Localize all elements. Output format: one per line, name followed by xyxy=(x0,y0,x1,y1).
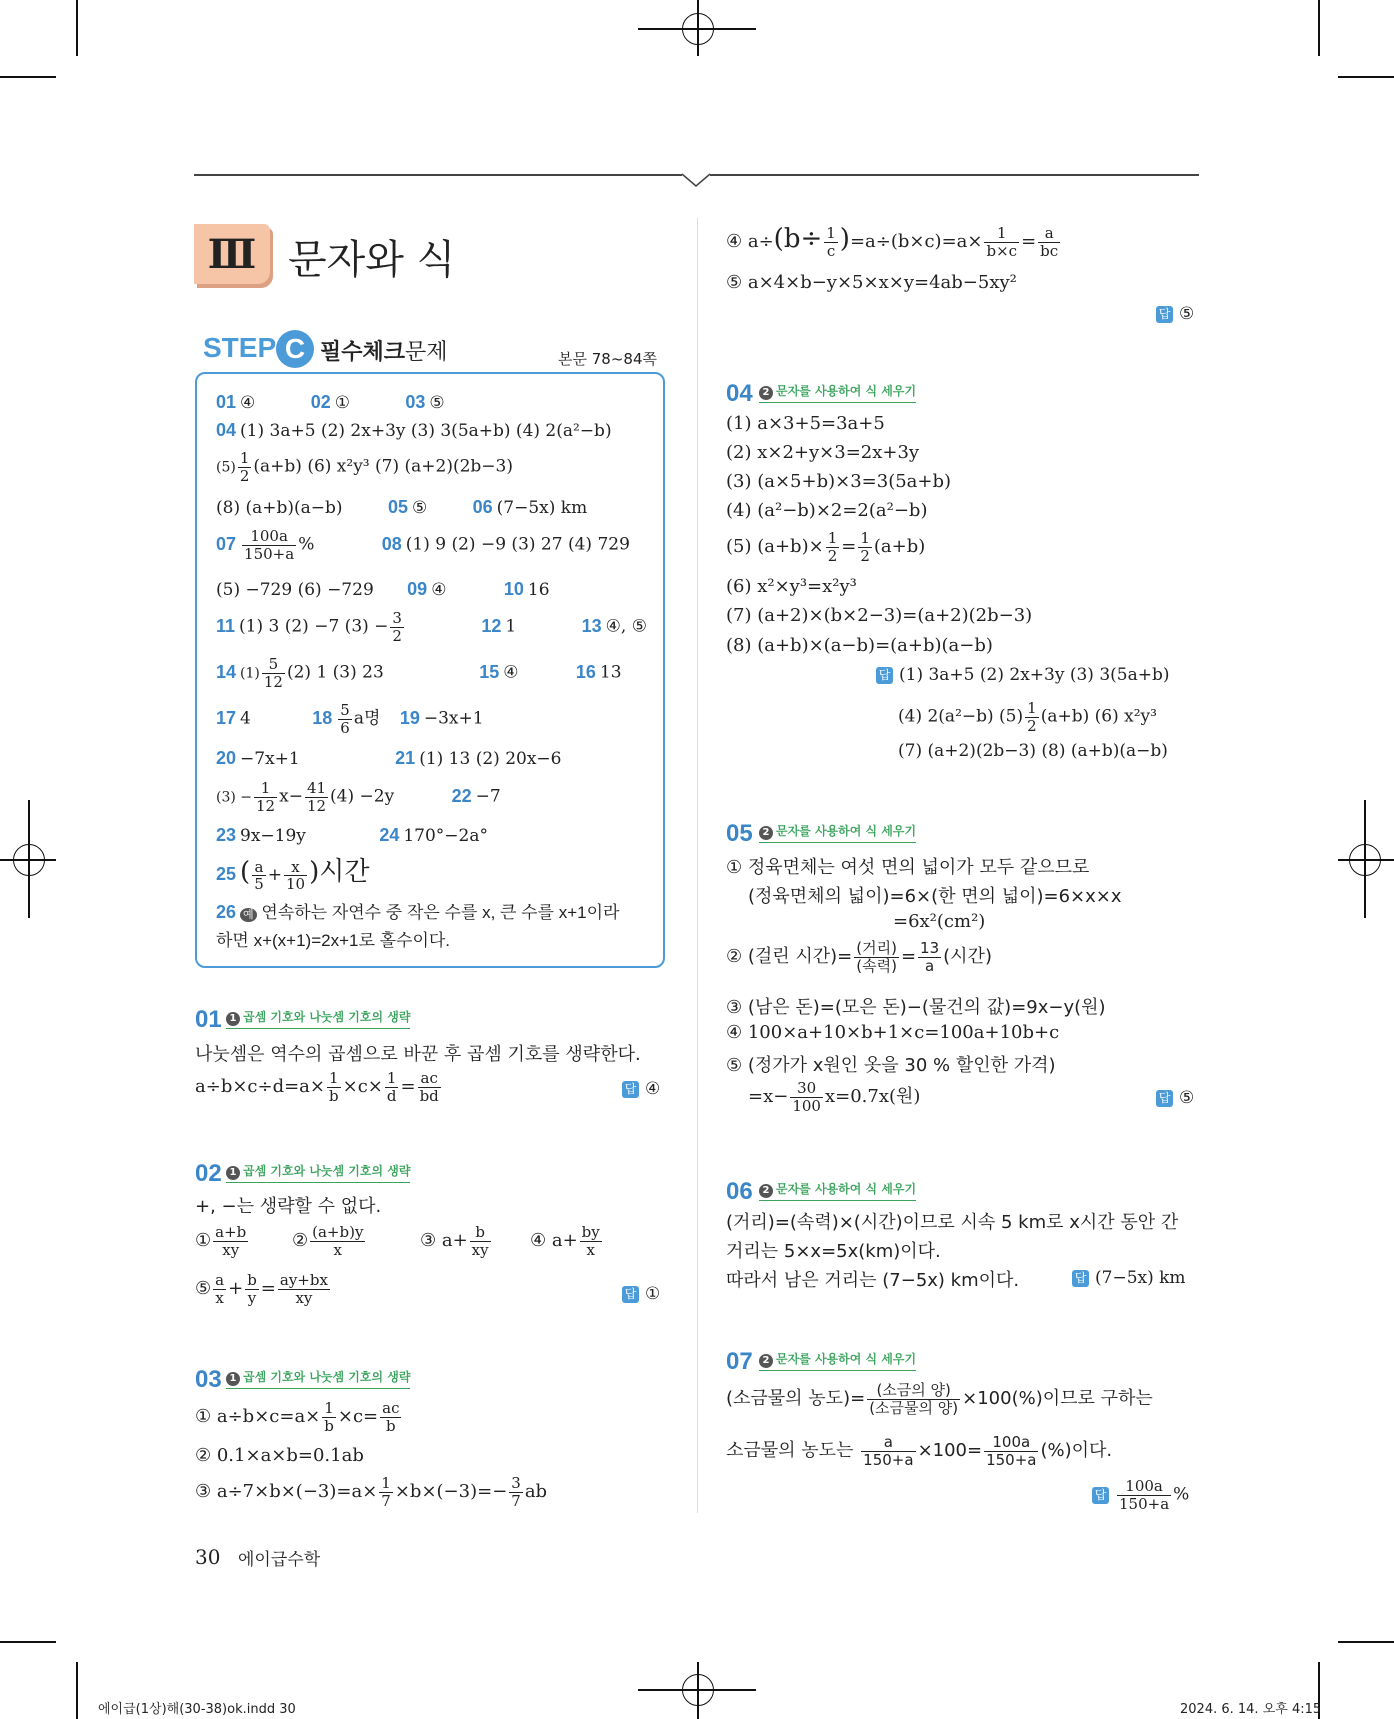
header-notch xyxy=(680,172,712,188)
solution-text: ② (걸린 시간)= $\frac{\text{(거리)}}{\text{(속력)}}$ = $\frac{13}{a}$ (시간) xyxy=(726,939,992,975)
solution-text: (정육면체의 넓이)=6×(한 면의 넓이)=6×x×x xyxy=(748,886,1122,907)
header-rule xyxy=(194,174,682,176)
option-2: ② $\frac{(a+b)y}{x}$ xyxy=(292,1223,364,1259)
answer-key-line: 07 $\frac{100a}{150+a}$ % 08 (1) 9 (2) −9 (3) 27 (4) 729 xyxy=(216,527,630,563)
registration-circle xyxy=(13,844,45,876)
registration-circle xyxy=(682,1674,714,1706)
solution-math: (7) (a+2)×(b×2−3)=(a+2)(2b−3) xyxy=(726,605,1033,626)
registration-circle xyxy=(682,13,714,45)
concept-tag: 2 문자를 사용하여 식 세우기 xyxy=(759,1350,916,1371)
solution-math: (4) (a²−b)×2=2(a²−b) xyxy=(726,500,928,521)
solution-math: ⑤ a×4×b−y×5×x×y=4ab−5xy² xyxy=(726,272,1017,293)
answer: 답 ① xyxy=(622,1284,660,1304)
answer-key-line: 23 9x−19y 24 170°−2a° xyxy=(216,825,489,846)
crop-mark xyxy=(0,76,56,78)
solution-math: ④ 100×a+10×b+1×c=100a+10b+c xyxy=(726,1022,1060,1043)
solution-text: ③ (남은 돈)=(모은 돈)−(물건의 값)=9x−y(원) xyxy=(726,997,1106,1018)
solution-math: (1) a×3+5=3a+5 xyxy=(726,413,885,434)
problem-number: 06 xyxy=(726,1178,753,1205)
answer: 답 (1) 3a+5 (2) 2x+3y (3) 3(5a+b) xyxy=(876,665,1170,685)
header-rule xyxy=(710,174,1199,176)
solution-text: 소금물의 농도는 $\frac{a}{150+a}$ ×100= $\frac{100a}{150+a}$ (%)이다. xyxy=(726,1433,1113,1469)
option-5: ⑤ $\frac{a}{x}$ + $\frac{b}{y}$ = $\frac{ay+bx}{xy}$ xyxy=(195,1271,328,1307)
concept-tag: 1 곱셈 기호와 나눗셈 기호의 생략 xyxy=(226,1162,410,1183)
step-name: 필수체크문제 xyxy=(320,340,448,365)
solution-text: (소금물의 농도)= $\frac{\text{(소금의 양)}}{\text{(소금물의 양)}}$ ×100(%)이므로 구하는 xyxy=(726,1381,1153,1417)
option-3: ③ a+ $\frac{b}{xy}$ xyxy=(420,1223,489,1259)
answer: 답 (7−5x) km xyxy=(1072,1268,1186,1288)
crop-mark xyxy=(1338,1641,1394,1643)
solution-text: 거리는 5×x=5x(km)이다. xyxy=(726,1241,941,1262)
answer: 답 ④ xyxy=(622,1079,660,1099)
solution-math: (5) (a+b)× $\frac{1}{2}$ = $\frac{1}{2}$ (a+b) xyxy=(726,529,926,565)
solution-text: +, −는 생략할 수 없다. xyxy=(195,1196,382,1217)
problem-number: 04 xyxy=(726,380,753,407)
answer: 답 $\frac{100a}{150+a}$ % xyxy=(1092,1478,1189,1512)
crop-mark xyxy=(76,0,78,56)
answer: 답 ⑤ xyxy=(1156,1088,1194,1108)
answer: 답 ⑤ xyxy=(1156,304,1194,324)
step-letter-badge: C xyxy=(276,330,314,368)
page-reference: 본문 78~84쪽 xyxy=(558,350,657,368)
solution-math: ④ a÷(b÷ $\frac{1}{c}$ )=a÷(b×c)=a× $\frac{1}{b\times c}$ = $\frac{a}{bc}$ xyxy=(726,224,1059,260)
page-number: 30 xyxy=(195,1545,221,1569)
concept-tag: 2 문자를 사용하여 식 세우기 xyxy=(759,822,916,843)
concept-tag: 2 문자를 사용하여 식 세우기 xyxy=(759,382,916,403)
chapter-title: 문자와 식 xyxy=(288,237,456,283)
answer: (4) 2(a²−b) (5) $\frac{1}{2}$ (a+b) (6) x²y³ xyxy=(898,699,1157,735)
answer-key-line: 14 (1) $\frac{5}{12}$ (2) 1 (3) 23 15 ④ 16 13 xyxy=(216,655,622,691)
book-title: 에이급수학 xyxy=(238,1550,321,1570)
problem-number: 05 xyxy=(726,820,753,847)
crop-mark xyxy=(1338,76,1394,78)
problem-number: 01 xyxy=(195,1006,222,1033)
answer-key-line: (8) (a+b)(a−b) 05 ⑤ 06 (7−5x) km xyxy=(216,497,588,518)
solution-text: 나눗셈은 역수의 곱셈으로 바꾼 후 곱셈 기호를 생략한다. xyxy=(195,1044,641,1065)
answer-key-line: 20 −7x+1 21 (1) 13 (2) 20x−6 xyxy=(216,748,562,769)
crop-mark xyxy=(76,1662,78,1719)
print-slug-date: 2024. 6. 14. 오후 4:15 xyxy=(1180,1702,1322,1717)
answer-key-line: 25 ( $\frac{a}{5}$ + $\frac{x}{10}$ )시간 xyxy=(216,857,370,893)
solution-math: (6) x²×y³=x²y³ xyxy=(726,576,857,597)
problem-number: 07 xyxy=(726,1348,753,1375)
solution-math: ② 0.1×a×b=0.1ab xyxy=(195,1445,364,1466)
registration-circle xyxy=(1349,844,1381,876)
option-1: ① $\frac{a+b}{xy}$ xyxy=(195,1223,247,1259)
answer-key-line: 11 (1) 3 (2) −7 (3) − $\frac{3}{2}$ 12 1 13 ④, ⑤ xyxy=(216,609,647,645)
step-label: STEP xyxy=(203,332,277,363)
answer-key-line: (5) $\frac{1}{2}$ (a+b) (6) x²y³ (7) (a+2)(2b−3) xyxy=(216,449,513,485)
answer-key-line: 01 ④ 02 ① 03 ⑤ xyxy=(216,392,445,413)
answer-key-line: (3) − $\frac{1}{12}$ x− $\frac{41}{12}$ (4) −2y 22 −7 xyxy=(216,779,501,815)
chapter-numeral: Ⅲ xyxy=(194,224,270,284)
solution-math: =6x²(cm²) xyxy=(893,911,986,932)
solution-math: =x− $\frac{30}{100}$ x=0.7x(원) xyxy=(748,1079,921,1115)
column-divider xyxy=(697,218,698,1513)
concept-tag: 2 문자를 사용하여 식 세우기 xyxy=(759,1180,916,1201)
answer-key-line: 하면 x+(x+1)=2x+1로 홀수이다. xyxy=(216,931,451,950)
solution-math: (8) (a+b)×(a−b)=(a+b)(a−b) xyxy=(726,635,993,656)
concept-tag: 1 곱셈 기호와 나눗셈 기호의 생략 xyxy=(226,1008,410,1029)
solution-text: 따라서 남은 거리는 (7−5x) km이다. xyxy=(726,1270,1020,1291)
concept-tag: 1 곱셈 기호와 나눗셈 기호의 생략 xyxy=(226,1368,410,1389)
answer-key-line: 17 4 18 $\frac{5}{6}$ a명 19 −3x+1 xyxy=(216,701,484,737)
solution-math: (2) x×2+y×3=2x+3y xyxy=(726,442,920,463)
answer: (7) (a+2)(2b−3) (8) (a+b)(a−b) xyxy=(898,741,1168,761)
print-slug-file: 에이급(1상)해(30-38)ok.indd 30 xyxy=(98,1702,296,1717)
solution-text: ① 정육면체는 여섯 면의 넓이가 모두 같으므로 xyxy=(726,857,1090,878)
option-4: ④ a+ $\frac{by}{x}$ xyxy=(530,1223,600,1259)
crop-mark xyxy=(1318,0,1320,56)
solution-math: (3) (a×5+b)×3=3(5a+b) xyxy=(726,471,952,492)
answer-key-line: (5) −729 (6) −729 09 ④ 10 16 xyxy=(216,579,550,600)
solution-text: ⑤ (정가가 x원인 옷을 30 % 할인한 가격) xyxy=(726,1055,1056,1076)
solution-math: a÷b×c÷d=a× $\frac{1}{b}$ ×c× $\frac{1}{d}$ = $\frac{ac}{bd}$ xyxy=(195,1069,439,1105)
answer-key-line: 26 예 연속하는 자연수 중 작은 수를 x, 큰 수를 x+1이라 xyxy=(216,902,620,922)
problem-number: 03 xyxy=(195,1366,222,1393)
answer-key-line: 04 (1) 3a+5 (2) 2x+3y (3) 3(5a+b) (4) 2(a²−b) xyxy=(216,420,612,441)
solution-text: (거리)=(속력)×(시간)이므로 시속 5 km로 x시간 동안 간 xyxy=(726,1212,1179,1233)
solution-math: ① a÷b×c=a× $\frac{1}{b}$ ×c= $\frac{ac}{b}$ xyxy=(195,1399,400,1435)
solution-math: ③ a÷7×b×(−3)=a× $\frac{1}{7}$ ×b×(−3)=− $\frac{3}{7}$ ab xyxy=(195,1474,548,1510)
crop-mark xyxy=(0,1641,56,1643)
problem-number: 02 xyxy=(195,1160,222,1187)
